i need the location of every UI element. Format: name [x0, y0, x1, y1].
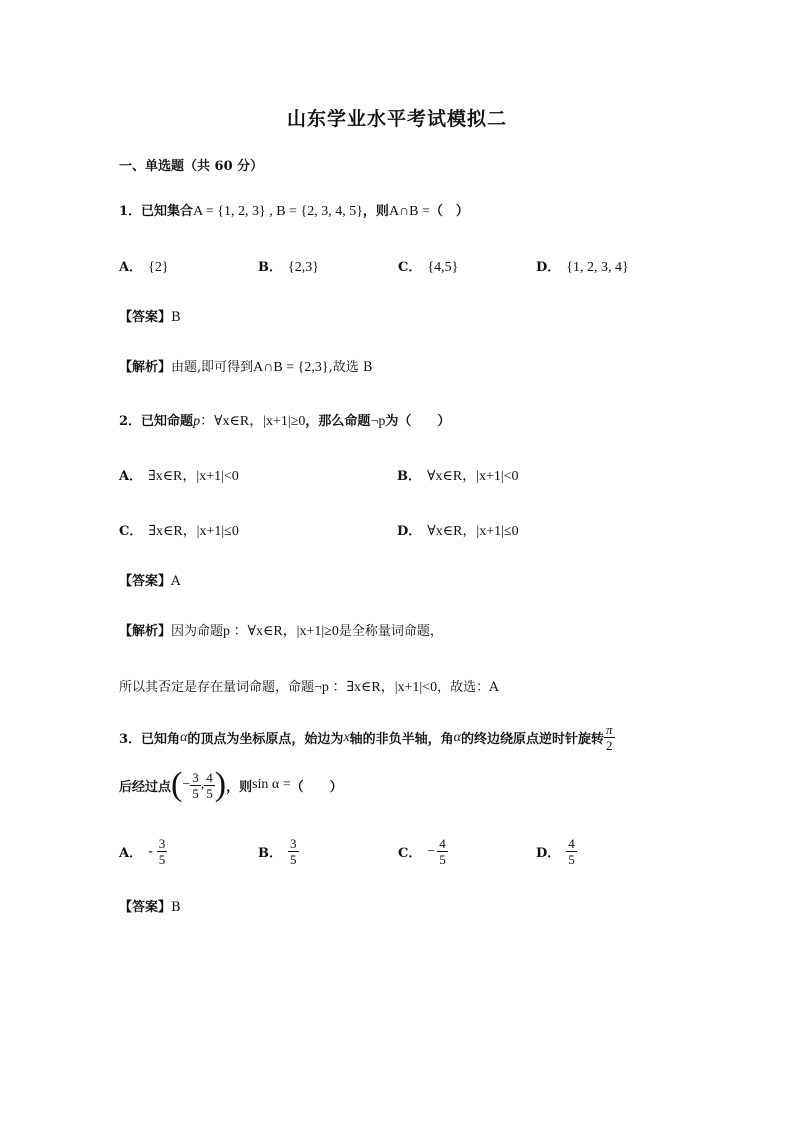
- point-x-fraction: [190, 770, 201, 801]
- stem-text: 已知集合: [141, 204, 194, 219]
- answer-value: B: [171, 900, 181, 915]
- fraction-numerator: 4: [439, 836, 446, 851]
- analysis-text: 所以其否定是存在量词命题，命题: [119, 680, 315, 695]
- stem-text: ，则: [226, 779, 253, 795]
- option-value: {2}: [148, 260, 169, 275]
- fraction-numerator: 3: [290, 836, 297, 851]
- stem-text: 为（ ）: [385, 414, 451, 429]
- q3-option-a: [119, 836, 167, 867]
- question-number: 3．: [119, 732, 142, 747]
- x-symbol: x: [343, 729, 350, 745]
- option-sign: -: [148, 843, 153, 859]
- stem-text: 的终边绕原点逆时针旋转: [461, 732, 605, 747]
- option-label: B．: [397, 469, 421, 484]
- q3-option-c: [398, 836, 448, 867]
- point-y-fraction: [204, 770, 215, 801]
- alpha-symbol: α: [453, 729, 462, 745]
- option-label: B．: [258, 260, 282, 275]
- answer-label: 【答案】: [119, 310, 172, 325]
- stem-math: ：∀x∈R，|x+1|≥0: [200, 414, 306, 429]
- fraction-denominator: 5: [568, 852, 575, 867]
- option-label: C．: [119, 524, 143, 539]
- stem-text: 轴的非负半轴，角: [349, 732, 454, 747]
- stem-text: 已知角: [141, 732, 181, 747]
- option-fraction: [157, 836, 168, 867]
- question-number: 2．: [119, 414, 142, 429]
- stem-text: ，则: [362, 204, 389, 219]
- analysis-label: 【解析】: [119, 360, 172, 375]
- q2-analysis-line-2: [119, 676, 499, 696]
- option-value: {2,3}: [288, 260, 319, 275]
- stem-math: A = {1, 2, 3} , B = {2, 3, 4, 5}: [193, 204, 363, 219]
- option-label: A．: [119, 260, 143, 275]
- option-value: ∃x∈R，|x+1|<0: [148, 469, 239, 484]
- point-comma: ,: [200, 777, 205, 792]
- analysis-text: ，故选：A: [437, 680, 499, 695]
- analysis-text: 因为命题: [171, 624, 224, 639]
- q3-option-b: [258, 836, 299, 867]
- q2-answer: [119, 570, 180, 589]
- fraction-numerator: 4: [206, 769, 213, 785]
- stem-math: sin α =: [252, 777, 291, 792]
- option-value: {4,5}: [427, 260, 459, 275]
- question-number: 1．: [119, 204, 142, 219]
- option-value: ∀x∈R，|x+1|<0: [427, 469, 519, 484]
- option-label: A．: [119, 846, 143, 861]
- q1-option-b: [258, 256, 319, 276]
- stem-text: 的顶点为坐标原点，始边为: [187, 732, 344, 747]
- analysis-math: A∩B = {2,3}: [253, 360, 329, 375]
- option-label: D．: [536, 846, 561, 861]
- fraction-denominator: 5: [206, 785, 213, 801]
- question-3-stem-line-2: [119, 768, 343, 802]
- option-value: ∀x∈R，|x+1|≤0: [427, 524, 519, 539]
- stem-text: ，那么命题: [305, 414, 371, 429]
- q3-option-d: [536, 836, 577, 867]
- stem-math: ¬p: [370, 414, 386, 429]
- option-fraction: [566, 836, 577, 867]
- q3-answer: [119, 896, 181, 915]
- fraction-denominator: 2: [606, 738, 613, 753]
- stem-text: 后经过点: [119, 779, 172, 795]
- section-heading: 一、单选题（共 60 分）: [119, 159, 264, 174]
- stem-math: A∩B =: [388, 204, 430, 219]
- answer-label: 【答案】: [119, 574, 172, 589]
- fraction-denominator: 5: [192, 785, 199, 801]
- question-1-stem: [119, 200, 469, 220]
- question-3-stem-line-1: [119, 722, 615, 753]
- option-sign: −: [427, 843, 436, 859]
- page-title: 山东学业水平考试模拟二: [286, 108, 507, 130]
- q1-option-a: [119, 256, 169, 276]
- q2-option-d: [397, 520, 519, 540]
- q2-option-a: [119, 465, 239, 485]
- option-label: A．: [119, 469, 143, 484]
- answer-value: A: [171, 574, 181, 589]
- fraction-numerator: 3: [158, 836, 166, 851]
- q2-analysis-line-1: [119, 620, 443, 640]
- fraction-denominator: 5: [439, 852, 446, 867]
- answer-value: B: [171, 310, 181, 325]
- fraction-denominator: 5: [290, 852, 297, 867]
- option-label: D．: [536, 260, 561, 275]
- stem-text: （ ）: [429, 204, 469, 219]
- analysis-text: 是全称量词命题，: [338, 624, 443, 639]
- right-paren: ): [214, 766, 227, 803]
- answer-label: 【答案】: [119, 900, 172, 915]
- q2-option-b: [397, 465, 519, 485]
- rotation-fraction: [604, 722, 615, 753]
- fraction-numerator: 3: [192, 769, 199, 785]
- stem-math: p: [193, 414, 201, 429]
- option-fraction: [288, 836, 299, 867]
- analysis-text: ,故选 B: [328, 360, 373, 375]
- point-minus: −: [182, 777, 191, 792]
- analysis-math: p ：∀x∈R，|x+1|≥0: [223, 624, 339, 639]
- alpha-symbol: α: [180, 729, 188, 745]
- q1-analysis: [119, 356, 372, 376]
- option-fraction: [437, 836, 448, 867]
- q2-option-c: [119, 520, 239, 540]
- fraction-numerator: 4: [568, 836, 575, 851]
- stem-text: （ ）: [290, 779, 343, 795]
- analysis-label: 【解析】: [119, 624, 172, 639]
- option-value: {1, 2, 3, 4}: [566, 260, 629, 275]
- analysis-text: 由题,即可得到: [171, 360, 254, 375]
- analysis-math: ¬p ：∃x∈R，|x+1|<0: [314, 680, 438, 695]
- option-label: C．: [398, 846, 422, 861]
- option-label: B．: [258, 846, 282, 861]
- option-label: C．: [398, 260, 422, 275]
- stem-text: 已知命题: [141, 414, 194, 429]
- fraction-numerator: π: [606, 722, 613, 737]
- q1-answer: [119, 306, 181, 325]
- question-2-stem: [119, 410, 450, 430]
- fraction-denominator: 5: [158, 852, 166, 867]
- option-value: ∃x∈R，|x+1|≤0: [148, 524, 239, 539]
- left-paren: (: [171, 766, 183, 803]
- q1-option-c: [398, 256, 458, 276]
- q1-option-d: [536, 256, 629, 276]
- option-label: D．: [397, 524, 422, 539]
